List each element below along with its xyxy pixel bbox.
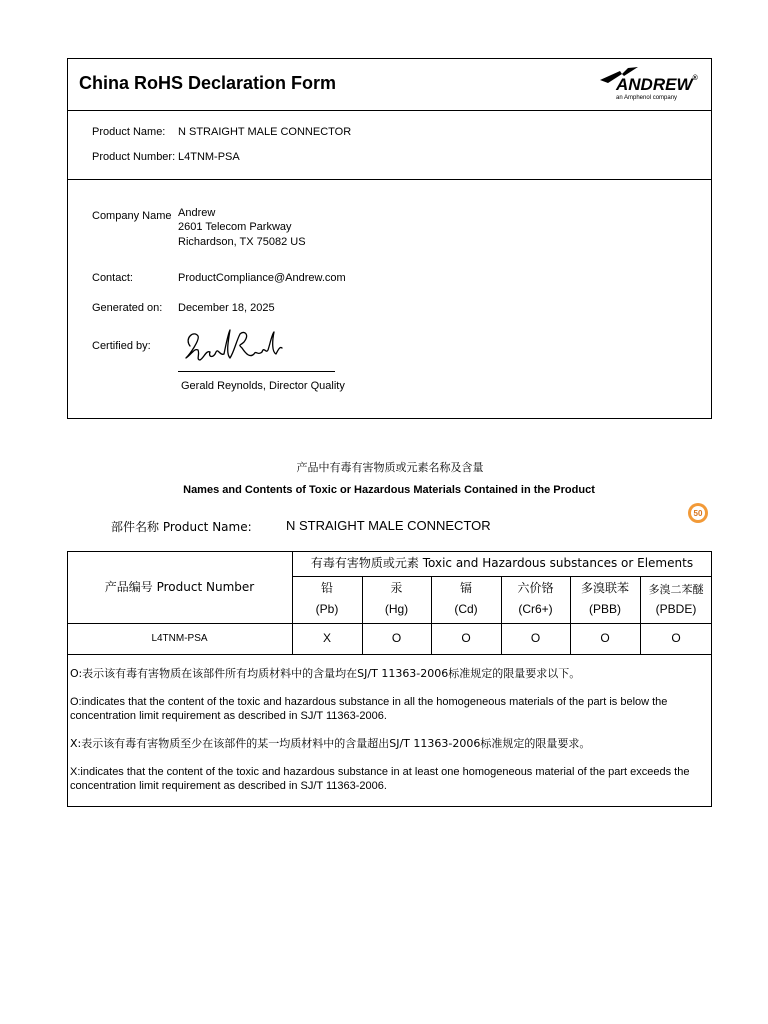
form-divider-product: [67, 179, 712, 180]
declaration-form: [67, 58, 712, 419]
col-pbb-zh: 多溴联苯: [580, 581, 629, 595]
substances-header: 有毒有害物质或元素 Toxic and Hazardous substances or Elements: [310, 556, 694, 570]
product-name-value: N STRAIGHT MALE CONNECTOR: [178, 126, 352, 138]
certifier-name: Gerald Reynolds, Director Quality: [181, 380, 345, 392]
col-cr6-zh: 六价铬: [517, 581, 554, 595]
col-hg-zh: 汞: [390, 581, 403, 595]
row-value-pbb: O: [600, 631, 610, 645]
contact-label: Contact:: [92, 272, 133, 284]
note-o-zh: O:表示该有毒有害物质在该部件所有均质材料中的含量均在SJ/T 11363-2006标准规定的限量要求以下。: [70, 667, 581, 680]
company-line-3: Richardson, TX 75082 US: [178, 236, 306, 248]
col-pb-zh: 铅: [320, 581, 333, 595]
note-x-en: X:indicates that the content of the toxic and hazardous substance in at least one homogeneous material of the part exceeds the concentration limit requirement as described in SJ/T 11363-2006.: [70, 766, 690, 792]
signature-line: [178, 371, 335, 372]
company-line-1: Andrew: [178, 207, 216, 219]
part-name-value: N STRAIGHT MALE CONNECTOR: [286, 518, 491, 533]
col-header-pb: [292, 576, 362, 623]
contact-email[interactable]: ProductCompliance@Andrew.com: [178, 272, 346, 284]
table-title-en: Names and Contents of Toxic or Hazardous Materials Contained in the Product: [183, 484, 595, 496]
table-line-row-bottom: [67, 654, 712, 655]
row-value-pbde: O: [671, 631, 681, 645]
form-divider-title: [67, 110, 712, 111]
col-cd-symbol: (Cd): [454, 602, 478, 616]
col-header-pbde: [640, 576, 712, 623]
col-hg-symbol: (Hg): [384, 602, 409, 616]
product-number-header: 产品编号 Product Number: [104, 579, 255, 594]
part-name-label: 部件名称 Product Name:: [111, 520, 252, 534]
product-number-value: L4TNM-PSA: [178, 151, 240, 163]
product-number-label: Product Number:: [92, 151, 176, 163]
company-line-2: 2601 Telecom Parkway: [178, 221, 292, 233]
epup-badge-inner: [691, 506, 705, 520]
col-pbde-symbol: (PBDE): [655, 602, 697, 616]
certified-label: Certified by:: [92, 340, 151, 352]
row-value-cd: O: [461, 631, 471, 645]
row-value-pb: X: [322, 631, 331, 645]
col-header-pbb: [570, 576, 640, 623]
note-o-en: O:indicates that the content of the toxic and hazardous substance in all the homogeneous materials of the part is below the concentration limit requirement as described in SJ/T 11363-2006.: [70, 696, 668, 722]
col-header-cr6: [501, 576, 570, 623]
logo-tagline: an Amphenol company: [616, 95, 678, 101]
logo-registered: ®: [692, 75, 698, 82]
note-x-zh: X:表示该有毒有害物质至少在该部件的某一均质材料中的含量超出SJ/T 11363-2006标准规定的限量要求。: [70, 737, 591, 750]
company-label: Company Name: [92, 210, 172, 222]
epup-badge: [688, 503, 708, 523]
col-header-hg: [362, 576, 431, 623]
epup-badge-number: 50: [693, 508, 703, 518]
row-value-cr6: O: [530, 631, 541, 645]
row-value-hg: O: [391, 631, 402, 645]
row-product-number: L4TNM-PSA: [151, 633, 208, 644]
col-pbb-symbol: (PBB): [588, 602, 621, 616]
logo-brand: [616, 75, 698, 95]
col-cd-zh: 镉: [459, 581, 472, 595]
generated-label: Generated on:: [92, 302, 163, 314]
logo-brand-text: ANDREW: [616, 75, 693, 94]
generated-date: December 18, 2025: [178, 302, 275, 314]
andrew-logo: [598, 66, 702, 106]
product-name-label: Product Name:: [92, 126, 166, 138]
signature-image: [180, 324, 290, 368]
col-cr6-symbol: (Cr6+): [518, 602, 553, 616]
col-header-cd: [431, 576, 501, 623]
col-pbde-zh: 多溴二苯醚: [648, 583, 704, 596]
form-title: China RoHS Declaration Form: [79, 73, 337, 93]
table-title-zh: 产品中有毒有害物质或元素名称及含量: [296, 461, 484, 474]
col-pb-symbol: (Pb): [315, 602, 339, 616]
